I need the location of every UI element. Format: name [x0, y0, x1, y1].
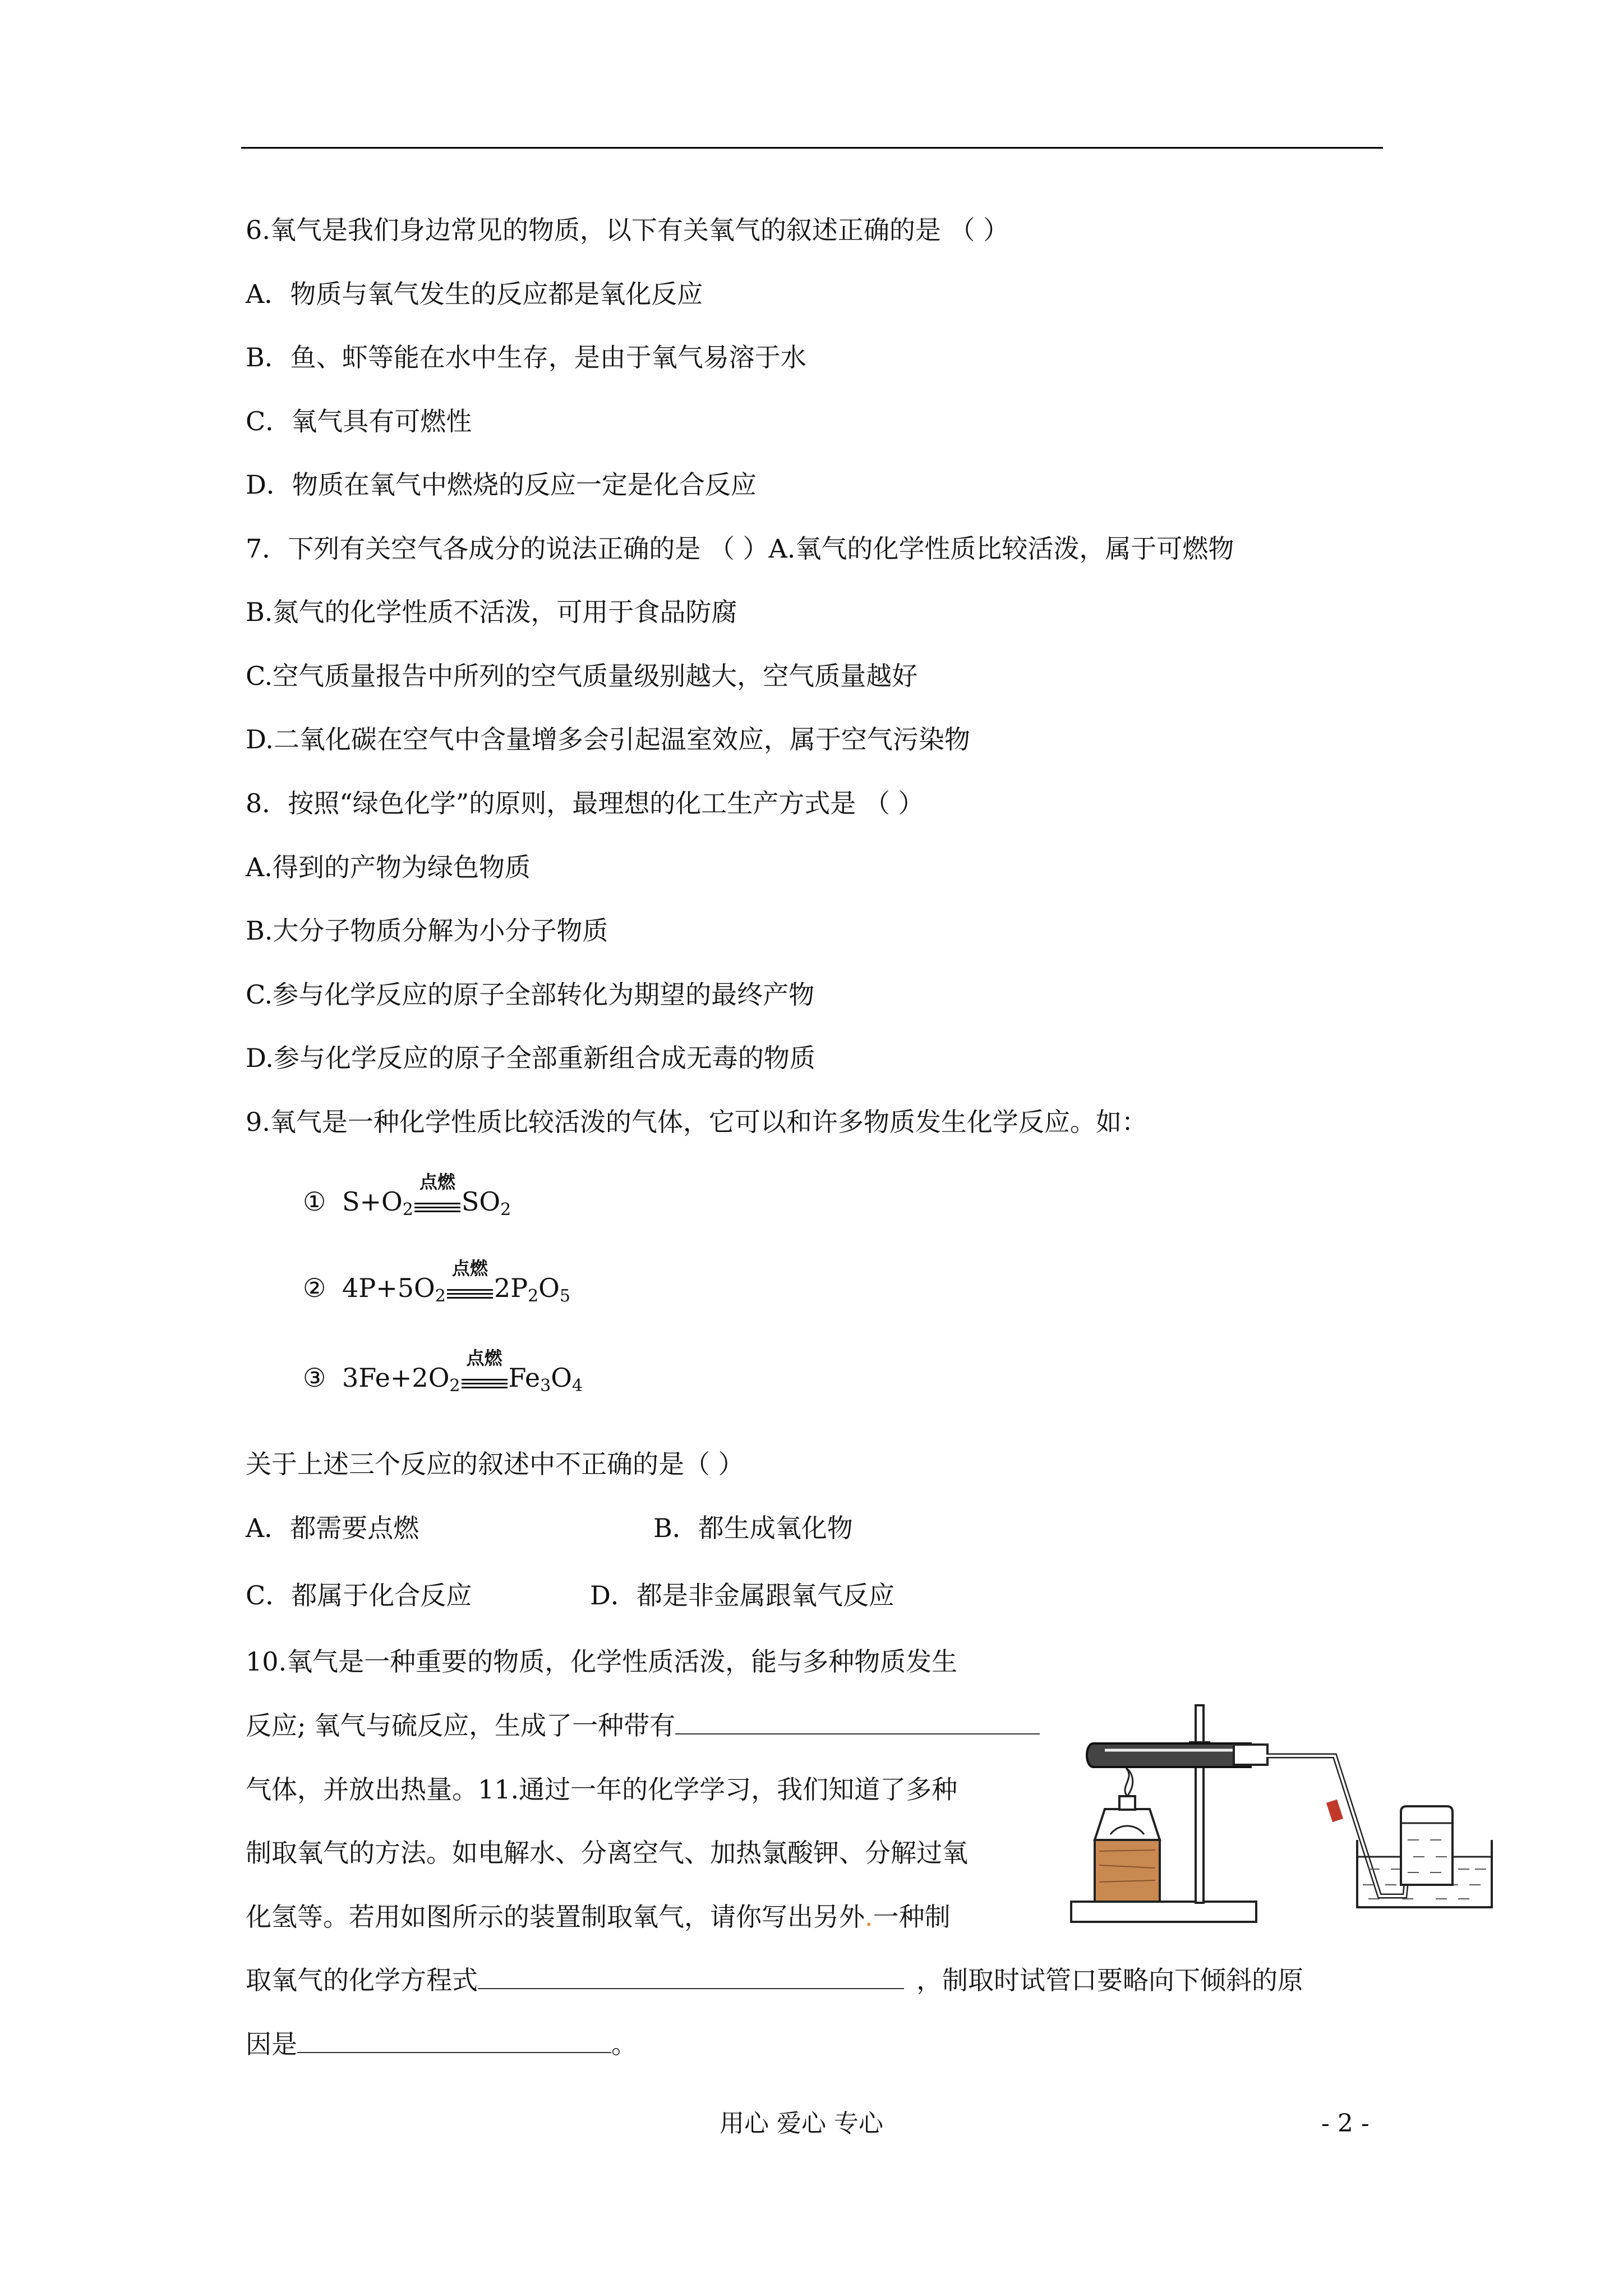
q6-stem: 6.氧气是我们身边常见的物质，以下有关氧气的叙述正确的是 （ ）: [246, 215, 1009, 245]
reaction-condition: 点燃: [446, 1271, 494, 1305]
answer-blank[interactable]: [478, 1963, 904, 1989]
wooden-block: [1095, 1840, 1160, 1902]
q7-stem: 7．下列有关空气各成分的说法正确的是 （ ）A.氧气的化学性质比较活泼，属于可燃物: [246, 533, 1234, 564]
stand-rod: [1196, 1705, 1204, 1903]
q9-stem: 9.氧气是一种化学性质比较活泼的气体，它可以和许多物质发生化学反应。如：: [246, 1107, 1147, 1137]
header-rule: [241, 147, 1383, 149]
q9-equation-1: ① $S+O_2$ 点燃 $SO_2$: [303, 1171, 511, 1220]
q10-line-6: 取氧气的化学方程式 ，制取时试管口要略向下倾斜的原: [246, 1963, 1303, 1997]
q9-option-c: C．都属于化合反应: [246, 1580, 472, 1611]
q9-option-d: D．都是非金属跟氧气反应: [590, 1580, 895, 1611]
q10-line-1: 10.氧气是一种重要的物质，化学性质活泼，能与多种物质发生: [246, 1646, 958, 1677]
footer-motto: 用心 爱心 专心: [720, 2109, 883, 2138]
q8-stem: 8．按照“绿色化学”的原则，最理想的化工生产方式是 （ ）: [246, 788, 924, 818]
q10-line-4: 制取氧气的方法。如电解水、分离空气、加热氯酸钾、分解过氧: [246, 1838, 968, 1868]
q8-option-b: B.大分子物质分解为小分子物质: [246, 915, 608, 946]
q7-option-c: C.空气质量报告中所列的空气质量级别越大，空气质量越好: [246, 661, 918, 691]
q10-line-5: 化氢等。若用如图所示的装置制取氧气，请你写出另外.一种制: [246, 1902, 951, 1932]
q8-option-c: C.参与化学反应的原子全部转化为期望的最终产物: [246, 979, 815, 1010]
delivery-tube: [1266, 1756, 1413, 1896]
q9-option-b: B．都生成氧化物: [653, 1513, 853, 1543]
answer-blank[interactable]: [675, 1709, 1040, 1734]
q10-line-2: 反应; 氧气与硫反应，生成了一种带有: [246, 1709, 1040, 1742]
q8-option-a: A.得到的产物为绿色物质: [246, 852, 531, 882]
q6-option-d: D．物质在氧气中燃烧的反应一定是化合反应: [246, 470, 757, 500]
page-number: - 2 -: [1321, 2109, 1370, 2138]
rubber-connector: [1326, 1800, 1343, 1822]
reaction-condition: 点燃: [460, 1361, 509, 1395]
q6-option-c: C．氧气具有可燃性: [246, 406, 472, 436]
q10-line-7: 因是 。: [246, 2027, 637, 2061]
q9-equation-2: ② $4P+5O_2$ 点燃 $2P_2O_5$: [303, 1258, 570, 1306]
answer-blank[interactable]: [297, 2027, 611, 2053]
q9-equation-3: ③ $3Fe+2O_2$ 点燃 $Fe_3O_4$: [303, 1347, 583, 1396]
q7-option-d: D.二氧化碳在空气中含量增多会引起温室效应，属于空气污染物: [246, 724, 970, 754]
test-tube: [1087, 1743, 1251, 1767]
alcohol-lamp: [1095, 1809, 1160, 1840]
oxygen-apparatus-diagram: [1066, 1672, 1503, 1941]
reaction-condition: 点燃: [413, 1185, 462, 1218]
q6-option-a: A．物质与氧气发生的反应都是氧化反应: [246, 279, 703, 309]
q9-option-a: A．都需要点燃: [246, 1513, 419, 1543]
stand-base: [1071, 1902, 1256, 1922]
q6-option-b: B．鱼、虾等能在水中生存，是由于氧气易溶于水: [246, 342, 806, 372]
q8-option-d: D.参与化学反应的原子全部重新组合成无毒的物质: [246, 1043, 815, 1073]
q10-line-3: 气体，并放出热量。11.通过一年的化学学习，我们知道了多种: [246, 1774, 958, 1805]
flame: [1125, 1768, 1133, 1796]
q7-option-b: B.氮气的化学性质不活泼，可用于食品防腐: [246, 597, 737, 627]
q9-question: 关于上述三个反应的叙述中不正确的是（ ）: [246, 1449, 744, 1479]
stopper: [1234, 1745, 1267, 1765]
